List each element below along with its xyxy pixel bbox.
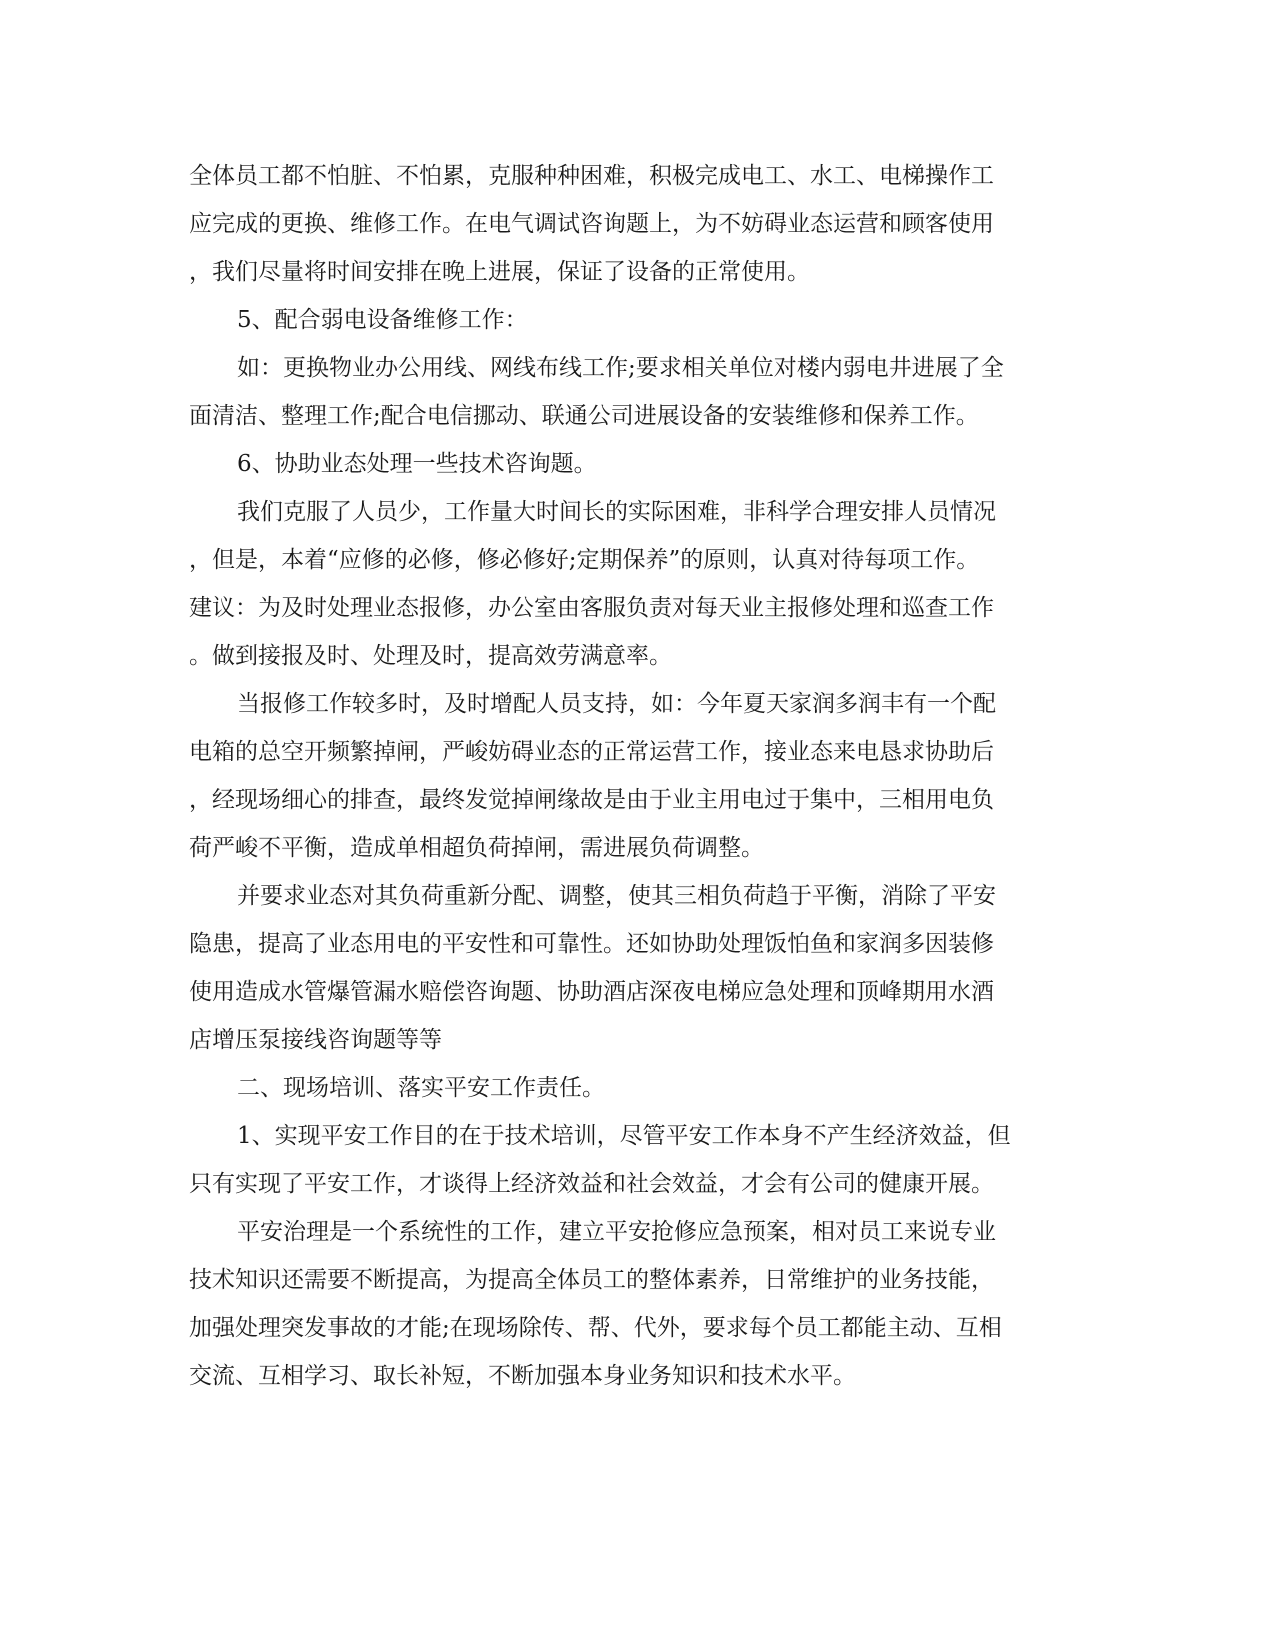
- text-line: 全体员工都不怕脏、不怕累，克服种种困难，积极完成电工、水工、电梯操作工: [189, 163, 994, 189]
- text-line: 荷严峻不平衡，造成单相超负荷掉闸，需进展负荷调整。: [189, 835, 764, 861]
- text-line: 并要求业态对其负荷重新分配、调整，使其三相负荷趋于平衡，消除了平安: [237, 883, 996, 909]
- text-line: 平安治理是一个系统性的工作，建立平安抢修应急预案，相对员工来说专业: [237, 1219, 996, 1245]
- text-line: 如：更换物业办公用线、网线布线工作;要求相关单位对楼内弱电井进展了全: [237, 355, 1004, 381]
- text-line: 只有实现了平安工作，才谈得上经济效益和社会效益，才会有公司的健康开展。: [189, 1171, 994, 1197]
- text-line: 当报修工作较多时，及时增配人员支持，如：今年夏天家润多润丰有一个配: [237, 691, 996, 717]
- text-line: 建议：为及时处理业态报修，办公室由客服负责对每天业主报修处理和巡查工作: [189, 595, 994, 621]
- text-line: 使用造成水管爆管漏水赔偿咨询题、协助酒店深夜电梯应急处理和顶峰期用水酒: [189, 979, 994, 1005]
- text-line: ，我们尽量将时间安排在晚上进展，保证了设备的正常使用。: [189, 259, 810, 285]
- text-line: 技术知识还需要不断提高，为提高全体员工的整体素养，日常维护的业务技能，: [189, 1267, 994, 1293]
- text-line: 二、现场培训、落实平安工作责任。: [237, 1075, 605, 1101]
- text-line: 店增压泵接线咨询题等等: [189, 1027, 442, 1053]
- text-line: 5、配合弱电设备维修工作：: [237, 307, 528, 333]
- document-body: [189, 152, 1089, 1400]
- text-line: 应完成的更换、维修工作。在电气调试咨询题上，为不妨碍业态运营和顾客使用: [189, 211, 994, 237]
- text-line: 。做到接报及时、处理及时，提高效劳满意率。: [189, 643, 672, 669]
- text-line: ，但是，本着“应修的必修，修必修好;定期保养”的原则，认真对待每项工作。: [189, 547, 980, 573]
- text-line: 6、协助业态处理一些技术咨询题。: [237, 451, 597, 477]
- text-line: 我们克服了人员少，工作量大时间长的实际困难，非科学合理安排人员情况: [237, 499, 996, 525]
- text-line: 电箱的总空开频繁掉闸，严峻妨碍业态的正常运营工作，接业态来电恳求协助后: [189, 739, 994, 765]
- text-line: 1、实现平安工作目的在于技术培训，尽管平安工作本身不产生经济效益，但: [237, 1123, 1011, 1149]
- text-line: 加强处理突发事故的才能;在现场除传、帮、代外，要求每个员工都能主动、互相: [189, 1315, 1002, 1341]
- text-line: 面清洁、整理工作;配合电信挪动、联通公司进展设备的安装维修和保养工作。: [189, 403, 979, 429]
- text-line: ，经现场细心的排查，最终发觉掉闸缘故是由于业主用电过于集中，三相用电负: [189, 787, 994, 813]
- text-line: 隐患，提高了业态用电的平安性和可靠性。还如协助处理饭怕鱼和家润多因装修: [189, 931, 994, 957]
- text-line: 交流、互相学习、取长补短，不断加强本身业务知识和技术水平。: [189, 1363, 856, 1389]
